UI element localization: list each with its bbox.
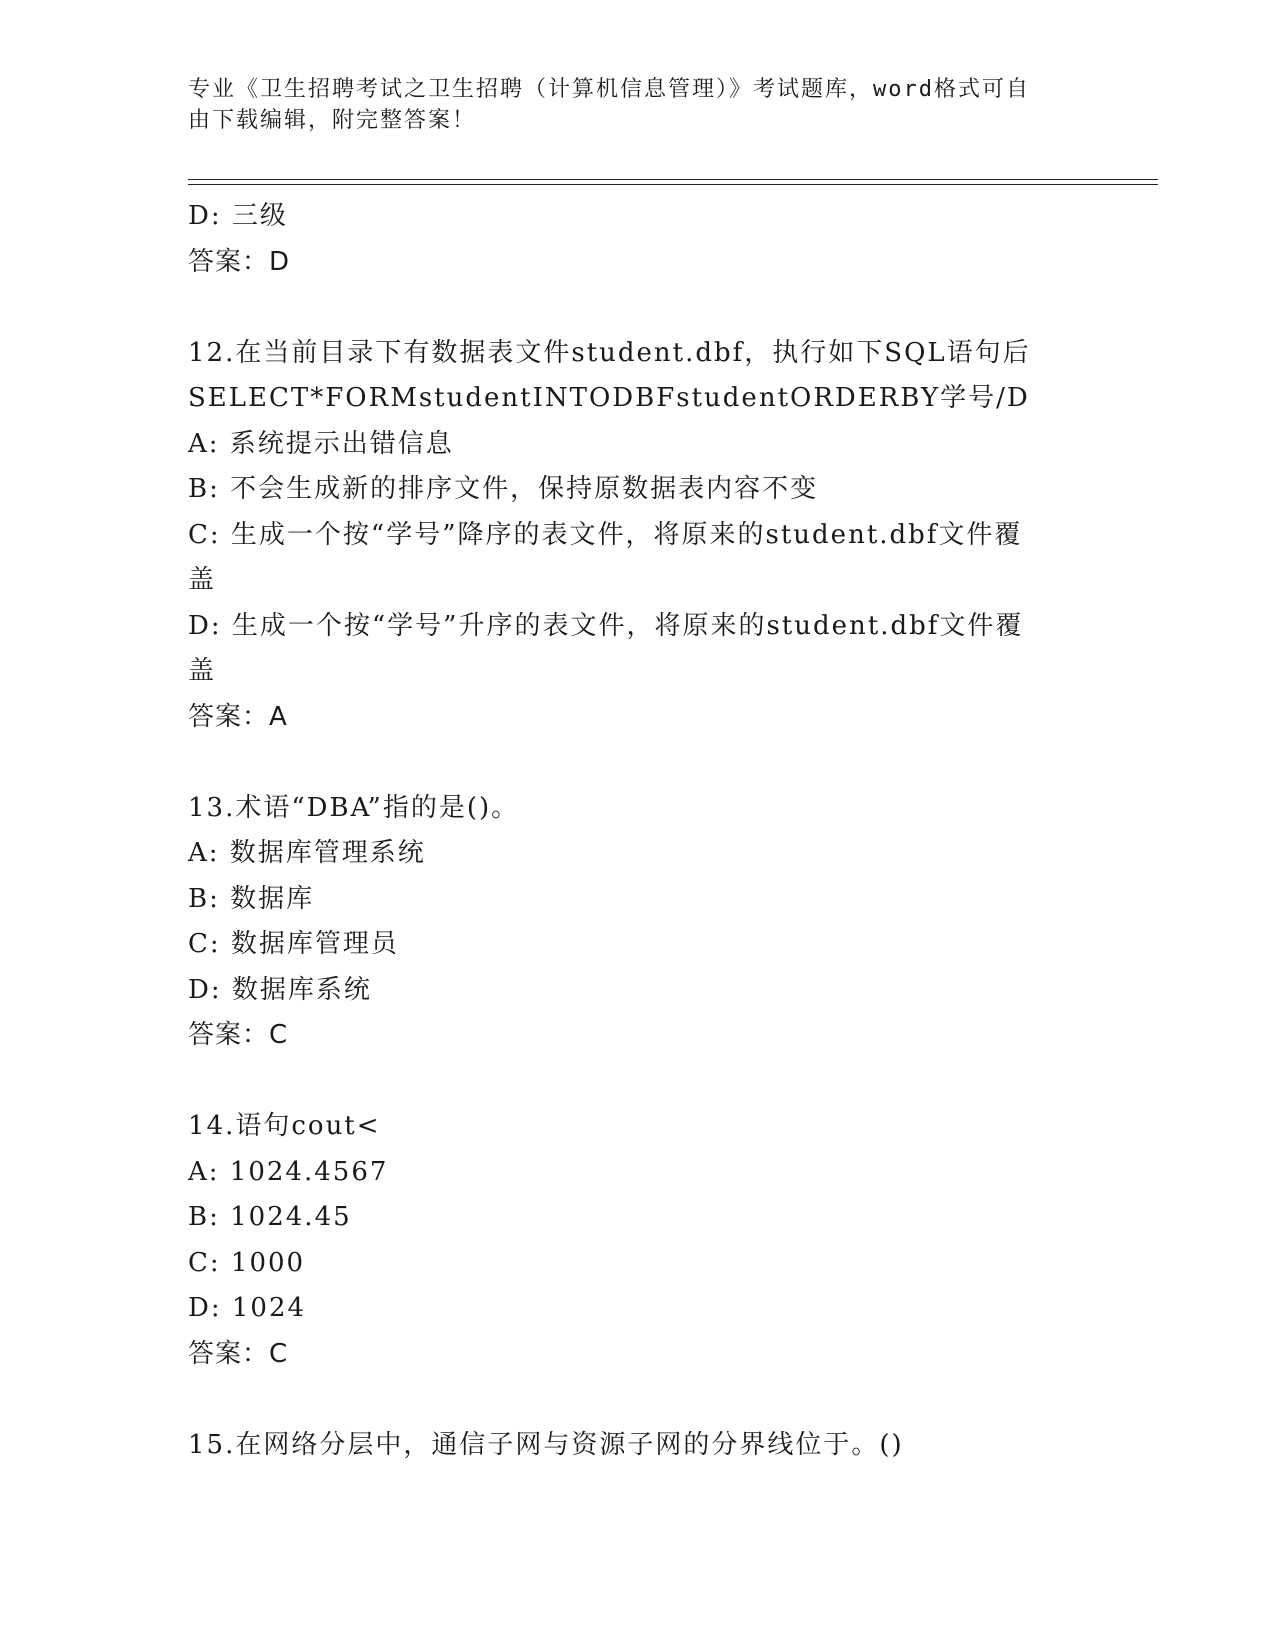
option-a: A: 1024.4567 [188, 1156, 389, 1187]
option-b: B: 数据库 [188, 883, 315, 914]
question-stem: 12.在当前目录下有数据表文件student.dbf，执行如下SQL语句后 [188, 337, 1031, 368]
question-14 [188, 1104, 1088, 1377]
spacer [188, 1059, 1088, 1105]
answer-line: 答案：C [188, 1338, 289, 1369]
answer-line: 答案：A [188, 701, 288, 732]
question-11-tail [188, 194, 1088, 285]
answer-line: 答案：C [188, 1020, 289, 1050]
option-c-continued: 盖 [188, 565, 217, 595]
answer-line: 答案：D [188, 246, 291, 277]
header-line-1: 专业《卫生招聘考试之卫生招聘（计算机信息管理）》考试题库，word格式可自 [188, 77, 1030, 102]
header-divider-bottom [188, 184, 1158, 185]
question-15 [188, 1423, 1088, 1469]
spacer [188, 1377, 1088, 1423]
header-divider-top [188, 179, 1158, 180]
question-content [188, 194, 1088, 1468]
option-b: B: 不会生成新的排序文件，保持原数据表内容不变 [188, 474, 819, 504]
question-stem-continued: SELECT*FORMstudentINTODBFstudentORDERBY学号/D [188, 383, 1030, 413]
question-13 [188, 786, 1088, 1059]
option-c: C: 1000 [188, 1247, 306, 1278]
question-stem: 15.在网络分层中，通信子网与资源子网的分界线位于。() [188, 1429, 904, 1460]
option-d: D: 三级 [188, 201, 288, 231]
option-d-continued: 盖 [188, 656, 217, 686]
option-d: D: 生成一个按“学号”升序的表文件，将原来的student.dbf文件覆 [188, 610, 1024, 641]
spacer [188, 285, 1088, 331]
option-a: A: 数据库管理系统 [188, 838, 426, 868]
option-d: D: 数据库系统 [188, 974, 372, 1005]
spacer [188, 740, 1088, 786]
option-c: C: 生成一个按“学号”降序的表文件，将原来的student.dbf文件覆 [188, 519, 1023, 550]
option-a: A: 系统提示出错信息 [188, 428, 454, 459]
option-c: C: 数据库管理员 [188, 929, 399, 959]
question-stem: 14.语句cout< [188, 1111, 381, 1141]
document-header [188, 74, 1068, 136]
header-line-2: 由下载编辑，附完整答案！ [188, 108, 477, 133]
option-b: B: 1024.45 [188, 1202, 352, 1232]
question-stem: 13.术语“DBA”指的是()。 [188, 792, 520, 823]
question-12 [188, 331, 1088, 741]
option-d: D: 1024 [188, 1293, 307, 1323]
